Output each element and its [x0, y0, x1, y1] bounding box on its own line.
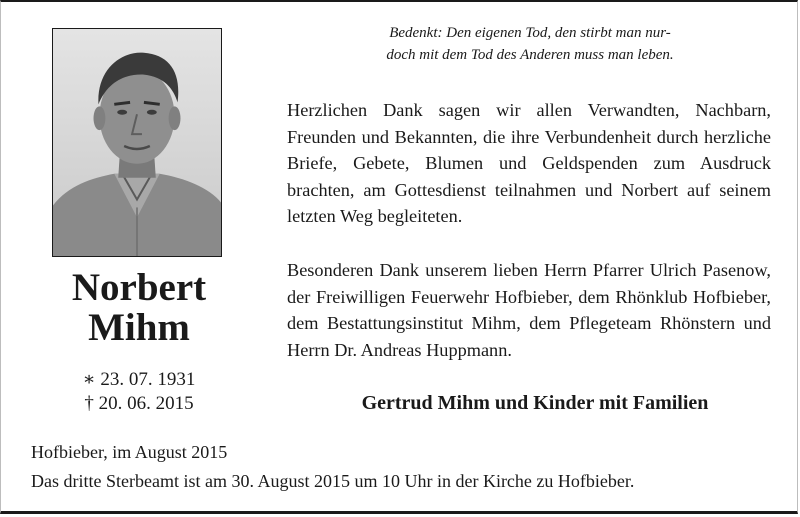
- last-name: Mihm: [88, 306, 190, 349]
- quote-line-1: Bedenkt: Den eigenen Tod, den stirbt man nur-: [389, 25, 671, 41]
- family-signature: Gertrud Mihm und Kinder mit Familien: [361, 392, 709, 414]
- epigraph-quote: [330, 22, 730, 66]
- memorial-service-notice: Das dritte Sterbeamt ist am 30. August 2015 um 10 Uhr in der Kirche zu Hofbieber.: [31, 471, 635, 491]
- thanks-paragraph: Herzlichen Dank sagen wir allen Verwandten, Nachbarn, Freunden und Bekannten, die ihre Verbundenheit durch herzliche Briefe, Gebete, Blumen und Geldspenden zum Ausdruck brachten, am Gottesdienst teilnahmen und Norbert auf seinem letzten Weg begleiteten.: [287, 100, 771, 226]
- first-name: Norbert: [71, 266, 207, 309]
- death-date: † 20. 06. 2015: [84, 393, 194, 414]
- birth-date: ∗ 23. 07. 1931: [82, 369, 196, 390]
- life-dates: [60, 368, 218, 416]
- place-and-date: Hofbieber, im August 2015: [31, 442, 228, 462]
- quote-line-2: doch mit dem Tod des Anderen muss man leben.: [386, 47, 674, 63]
- special-thanks-paragraph: Besonderen Dank unserem lieben Herrn Pfarrer Ulrich Pasenow, der Freiwilligen Feuerwehr Hofbieber, dem Rhönklub Hofbieber, dem Bestattungsinstitut Mihm, dem Pflegeteam Rhönstern und Herrn Dr. Andreas Huppmann.: [287, 260, 771, 360]
- portrait-photo: [52, 28, 222, 257]
- deceased-name: [42, 268, 236, 348]
